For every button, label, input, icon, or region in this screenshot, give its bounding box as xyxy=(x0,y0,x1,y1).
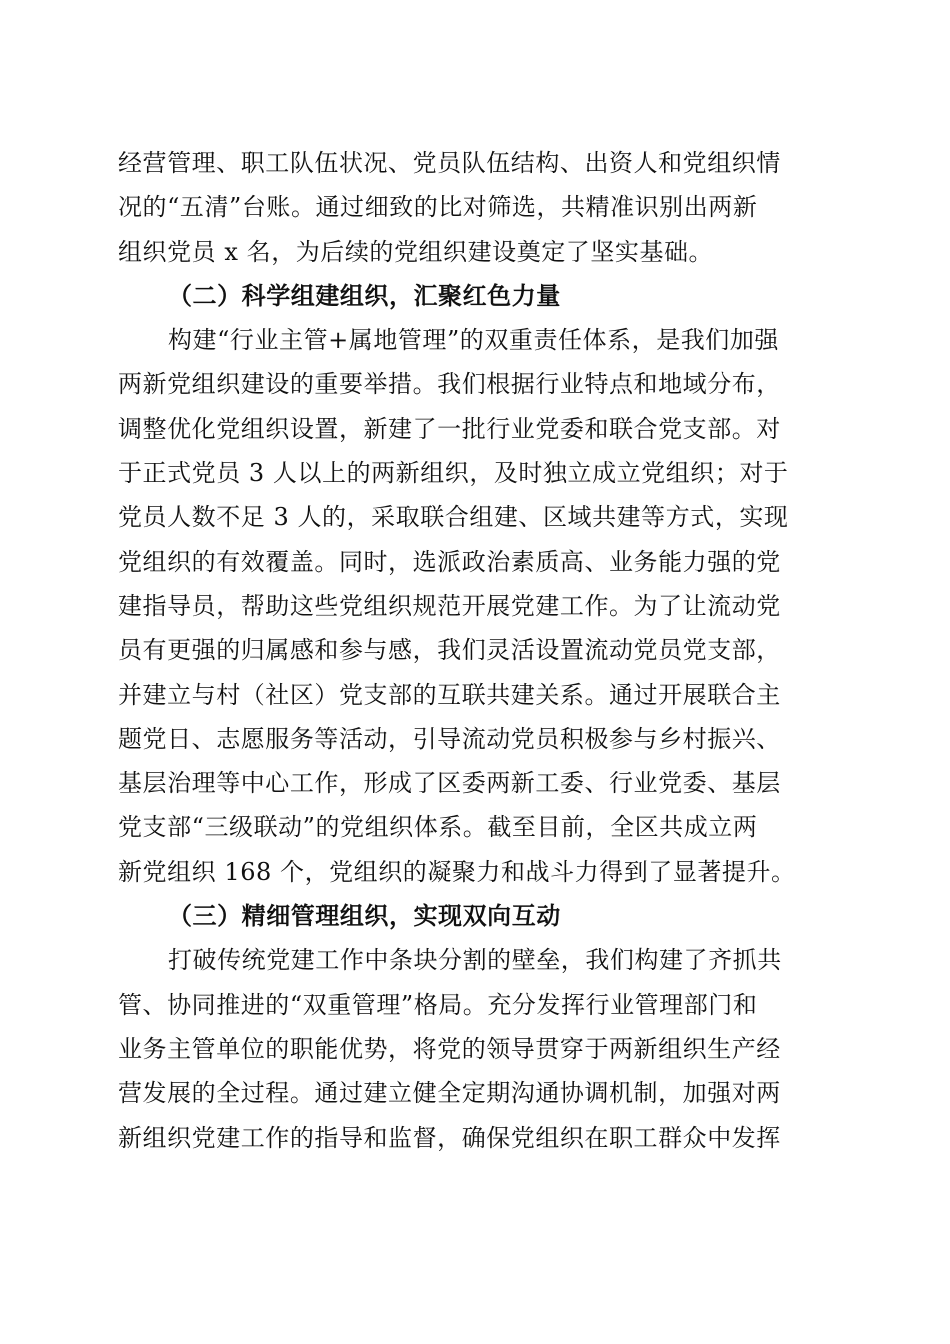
paragraph-line: 员有更强的归属感和参与感，我们灵活设置流动党员党支部， xyxy=(118,636,781,665)
paragraph-line: 经营管理、职工队伍状况、党员队伍结构、出资人和党组织情 xyxy=(118,149,781,177)
paragraph-line: 营发展的全过程。通过建立健全定期沟通协调机制，加强对两 xyxy=(118,1079,781,1108)
paragraph-line: 新党组织 168 个，党组织的凝聚力和战斗力得到了显著提升。 xyxy=(118,857,796,886)
paragraph-line: 于正式党员 3 人以上的两新组织，及时独立成立党组织；对于 xyxy=(118,459,789,488)
paragraph-line: 两新党组织建设的重要举措。我们根据行业特点和地域分布， xyxy=(118,370,781,399)
paragraph-line: 调整优化党组织设置，新建了一批行业党委和联合党支部。对 xyxy=(118,414,781,443)
paragraph-line: 业务主管单位的职能优势，将党的领导贯穿于两新组织生产经 xyxy=(118,1034,781,1063)
paragraph-1 xyxy=(118,141,826,274)
paragraph-line: 况的“五清”台账。通过细致的比对筛选，共精准识别出两新 xyxy=(118,193,758,222)
paragraph-line: 新组织党建工作的指导和监督，确保党组织在职工群众中发挥 xyxy=(118,1123,781,1152)
document-body xyxy=(118,141,826,1160)
paragraph-line: 党员人数不足 3 人的，采取联合组建、区域共建等方式，实现 xyxy=(118,503,789,532)
paragraph-line: 建指导员，帮助这些党组织规范开展党建工作。为了让流动党 xyxy=(118,591,781,620)
paragraph-line: 组织党员 x 名，为后续的党组织建设奠定了坚实基础。 xyxy=(118,237,714,266)
paragraph-line: 题党日、志愿服务等活动，引导流动党员积极参与乡村振兴、 xyxy=(118,724,781,753)
paragraph-line: 并建立与村（社区）党支部的互联共建关系。通过开展联合主 xyxy=(118,680,781,709)
paragraph-3 xyxy=(118,938,826,1159)
paragraph-line: 党组织的有效覆盖。同时，选派政治素质高、业务能力强的党 xyxy=(118,547,781,576)
paragraph-line: 管、协同推进的“双重管理”格局。充分发挥行业管理部门和 xyxy=(118,990,758,1019)
paragraph-2 xyxy=(118,318,826,894)
paragraph-line: 基层治理等中心工作，形成了区委两新工委、行业党委、基层 xyxy=(118,769,781,798)
paragraph-line: 党支部“三级联动”的党组织体系。截至目前，全区共成立两 xyxy=(118,813,758,842)
paragraph-line: 打破传统党建工作中条块分割的壁垒，我们构建了齐抓共 xyxy=(168,946,782,975)
paragraph-line: 构建“行业主管+属地管理”的双重责任体系，是我们加强 xyxy=(168,326,779,355)
section-heading-2: （二）科学组建组织，汇聚红色力量 xyxy=(168,280,561,310)
section-heading-3: （三）精细管理组织，实现双向互动 xyxy=(168,901,561,931)
